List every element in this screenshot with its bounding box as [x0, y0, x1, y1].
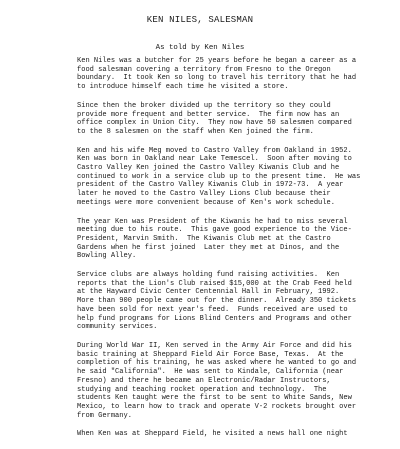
- text-line: food salesman covering a territory from Fresno to the Oregon: [77, 65, 331, 74]
- document-title: KEN NILES, SALESMAN: [146, 15, 254, 25]
- text-line: students Ken taught were the first to be sent to White Sands, New: [77, 394, 352, 403]
- text-line: Ken Niles was a butcher for 25 years before he began a career as a: [77, 57, 357, 65]
- text-line: Bowling Alley.: [77, 252, 137, 261]
- text-line: Ken and his wife Meg moved to Castro Valley from Oakland in 1952.: [77, 146, 352, 155]
- text-line: completion of his training, he was asked where he wanted to go and: [77, 359, 357, 368]
- text-line: later he moved to the Castro Valley Lions Club because their: [77, 190, 331, 199]
- text-line: When Ken was at Sheppard Field, he visited a news hall one night: [77, 430, 348, 439]
- text-line: More than 900 people came out for the dinner. Already 350 tickets: [77, 297, 357, 306]
- text-line: meeting due to his route. This gave good experience to the Vice-: [77, 226, 352, 235]
- text-line: have been sold for next year's feed. Funds received are used to: [77, 305, 348, 314]
- text-line: Service clubs are always holding fund raising activities. Ken: [77, 271, 340, 280]
- text-line: basic training at Sheppard Field Air Force Base, Texas. At the: [77, 350, 344, 359]
- text-line: The year Ken was President of the Kiwanis he had to miss several: [77, 217, 348, 226]
- text-line: president of the Castro Valley Kiwanis Club in 1972-73. A year: [77, 181, 344, 190]
- text-line: at the Hayward Civic Center Centennial Hall in February, 1992.: [77, 288, 340, 297]
- text-line: community services.: [77, 323, 158, 332]
- text-line: to introduce himself each time he visited a store.: [77, 83, 289, 92]
- text-line: President, Marvin Smith. The Kiwanis Club met at the Castro: [77, 234, 331, 243]
- document-body: [77, 57, 391, 449]
- text-line: continued to work in a service club up to the present time. He was: [77, 172, 361, 181]
- paragraph-5: [77, 271, 391, 332]
- text-line: Gardens when he first joined Later they met at Dinos, and the: [77, 243, 340, 252]
- paragraph-3: [77, 147, 391, 208]
- text-line: from Germany.: [77, 411, 132, 420]
- text-line: reports that the Lion's Club raised $15,000 at the Crab Feed held: [77, 279, 352, 288]
- paragraph-6: [77, 342, 391, 420]
- text-line: office complex in Union City. They now have 50 salesmen compared: [77, 119, 352, 128]
- text-line: Mexico, to learn how to track and operate V-2 rockets brought over: [77, 402, 357, 411]
- text-line: Castro Valley Ken joined the Castro Valley Kiwanis Club and he: [77, 164, 340, 173]
- text-line: Ken was born in Oakland near Lake Temescel. Soon after moving to: [77, 155, 352, 164]
- paragraph-1: [77, 57, 391, 92]
- text-line: studying and teaching rocket operation and technology. The: [77, 385, 327, 394]
- text-line: Since then the broker divided up the territory so they could: [77, 101, 331, 110]
- text-line: help fund programs for Lions Blind Centers and Programs and other: [77, 314, 352, 323]
- text-line: Fresno) and there he became an Electronic/Radar Instructors,: [77, 376, 331, 385]
- text-line: provide more frequent and better service. The firm now has an: [77, 110, 340, 119]
- text-line: he said "California". He was sent to Kindale, California (near: [77, 368, 344, 377]
- paragraph-4: [77, 218, 391, 262]
- text-line: to the 8 salesmen on the staff when Ken joined the firm.: [77, 127, 314, 136]
- text-line: meetings were more convenient because of Ken's work schedule.: [77, 198, 335, 207]
- byline: As told by Ken Niles: [155, 44, 245, 52]
- paragraph-7: [77, 430, 391, 439]
- text-line: During World War II, Ken served in the Army Air Force and did his: [77, 341, 352, 350]
- paragraph-2: [77, 102, 391, 137]
- text-line: boundary. It took Ken so long to travel his territory that he had: [77, 74, 357, 83]
